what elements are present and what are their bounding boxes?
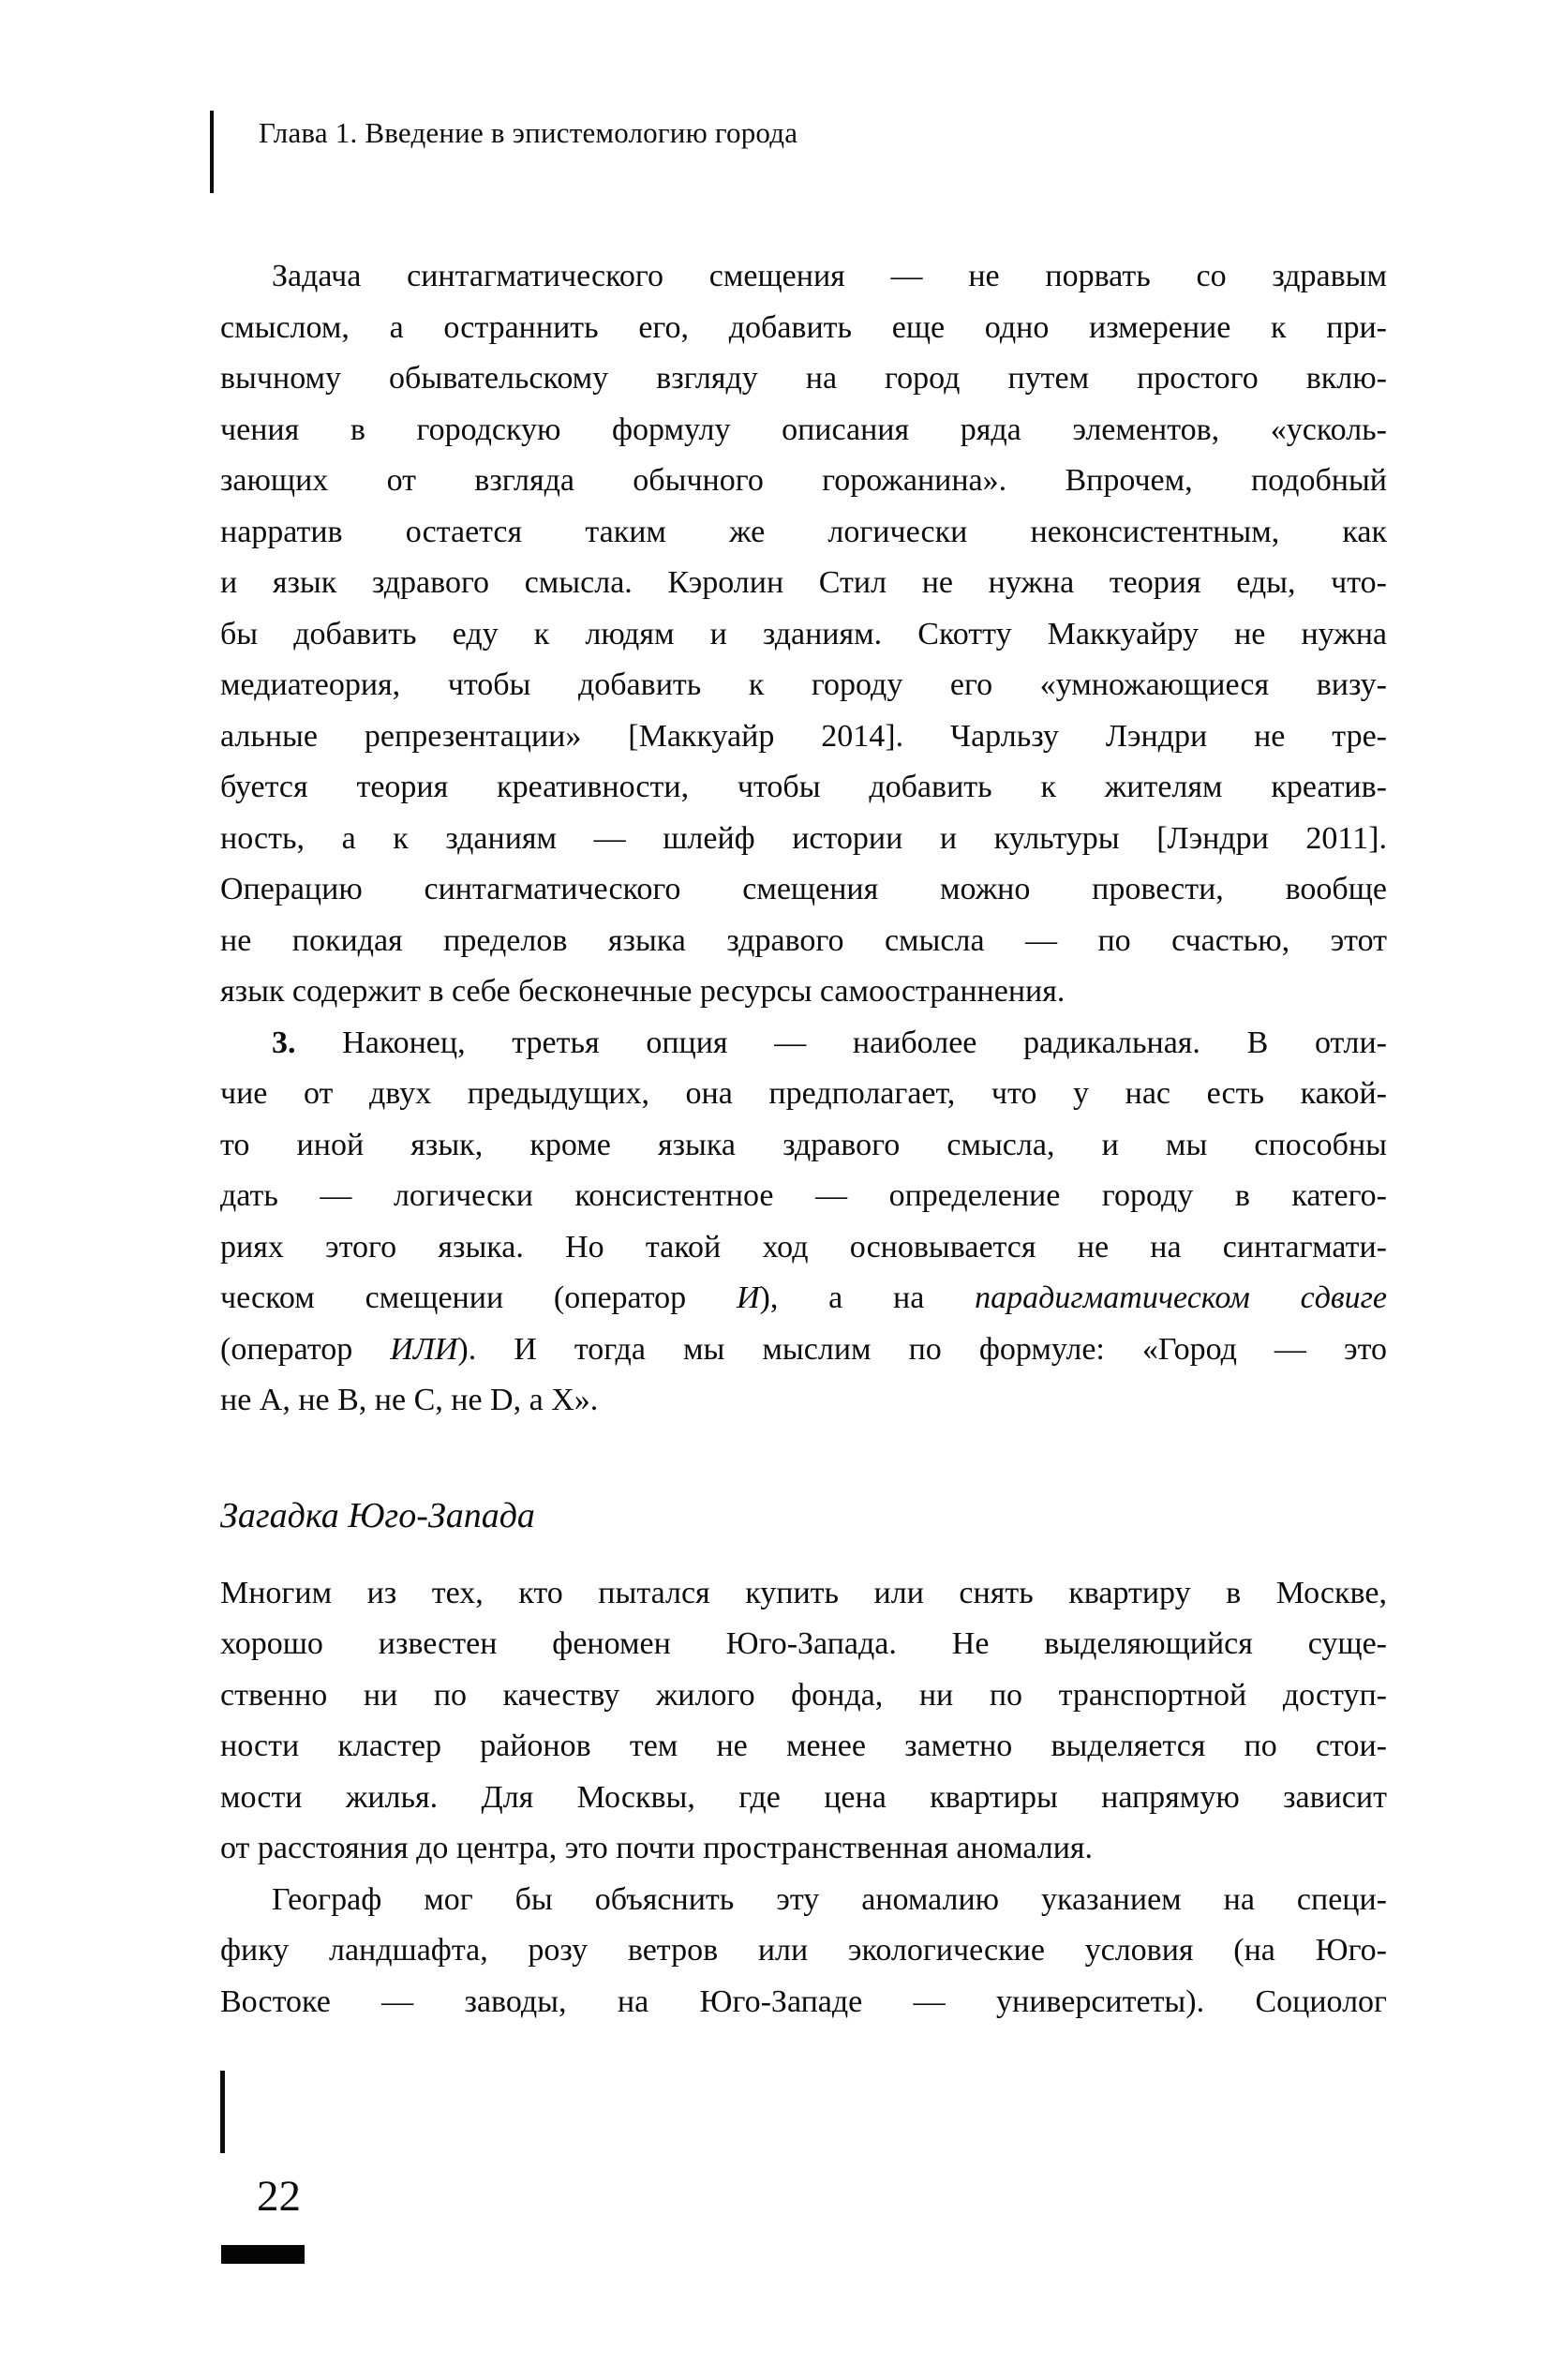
text-line: 3. Наконец, третья опция — наиболее радикальная. В отли- [272, 1025, 1387, 1060]
text-line: хорошо известен феномен Юго-Запада. Не выделяющийся суще- [220, 1626, 1387, 1661]
text-line: смыслом, а остраннить его, добавить еще одно измерение к при- [220, 309, 1387, 345]
section-heading: Загадка Юго-Запада [220, 1495, 535, 1535]
paragraph [220, 1018, 1387, 1427]
text-line: (оператор ИЛИ). И тогда мы мыслим по формуле: «Город — это [220, 1331, 1387, 1367]
text-line: зающих от взгляда обычного горожанина». Впрочем, подобный [220, 463, 1387, 498]
paragraph [220, 1568, 1387, 1875]
page-number: 22 [257, 2172, 301, 2221]
text-line: Задача синтагматического смещения — не порвать со здравым [272, 259, 1387, 293]
text-line: от расстояния до центра, это почти пространственная аномалия. [220, 1831, 1094, 1865]
text-line: Географ мог бы объяснить эту аномалию указанием на специ- [272, 1881, 1387, 1917]
text-line: Востоке — заводы, на Юго-Западе — университеты). Социолог [220, 1983, 1387, 2019]
text-line: буется теория креативности, чтобы добавить к жителям креатив- [220, 770, 1387, 804]
text-line: вычному обывательскому взгляду на город путем простого вклю- [220, 361, 1387, 396]
text-line: ственно ни по качеству жилого фонда, ни по транспортной доступ- [220, 1677, 1387, 1713]
text-line: дать — логически консистентное — определение городу в катего- [220, 1178, 1387, 1213]
text-line: ность, а к зданиям — шлейф истории и культуры [Лэндри 2011]. [220, 820, 1387, 856]
text-line: медиатеория, чтобы добавить к городу его «умножающиеся визу- [220, 667, 1387, 702]
text-line: альные репрезентации» [Маккуайр 2014]. Чарльзу Лэндри не тре- [220, 718, 1387, 754]
text-line: мости жилья. Для Москвы, где цена квартиры напрямую зависит [220, 1779, 1387, 1815]
body-text [220, 251, 1387, 2028]
text-line: не A, не B, не C, не D, а X». [220, 1383, 599, 1417]
text-line: то иной язык, кроме языка здравого смысла, и мы способны [220, 1127, 1387, 1162]
footer-black-bar [221, 2245, 305, 2264]
text-line: бы добавить еду к людям и зданиям. Скотту Маккуайру не нужна [220, 616, 1387, 651]
text-line: Операцию синтагматического смещения можно провести, вообще [220, 872, 1387, 906]
text-line: чие от двух предыдущих, она предполагает, что у нас есть какой- [220, 1076, 1387, 1111]
text-line: не покидая пределов языка здравого смысла — по счастью, этот [220, 922, 1387, 958]
text-line: и язык здравого смысла. Кэролин Стил не нужна теория еды, что- [220, 565, 1387, 600]
paragraph [220, 1875, 1387, 2028]
text-line: нарратив остается таким же логически неконсистентным, как [220, 514, 1387, 549]
footer-vertical-rule [220, 2071, 225, 2153]
text-line: язык содержит в себе бесконечные ресурсы самоостраннения. [220, 974, 1066, 1009]
text-line: ческом смещении (оператор И), а на парадигматическом сдвиге [220, 1280, 1388, 1315]
text-line: Многим из тех, кто пытался купить или снять квартиру в Москве, [220, 1575, 1387, 1610]
text-line: фику ландшафта, розу ветров или экологические условия (на Юго- [220, 1933, 1387, 1968]
header-vertical-rule [210, 111, 214, 193]
text-line: чения в городскую формулу описания ряда элементов, «усколь- [220, 412, 1387, 447]
text-line: риях этого языка. Но такой ход основывается не на синтагмати- [220, 1229, 1387, 1265]
text-line: ности кластер районов тем не менее заметно выделяется по стои- [220, 1729, 1387, 1763]
running-header-chapter-title: Глава 1. Введение в эпистемологию города [259, 116, 798, 149]
paragraph [220, 251, 1387, 1018]
